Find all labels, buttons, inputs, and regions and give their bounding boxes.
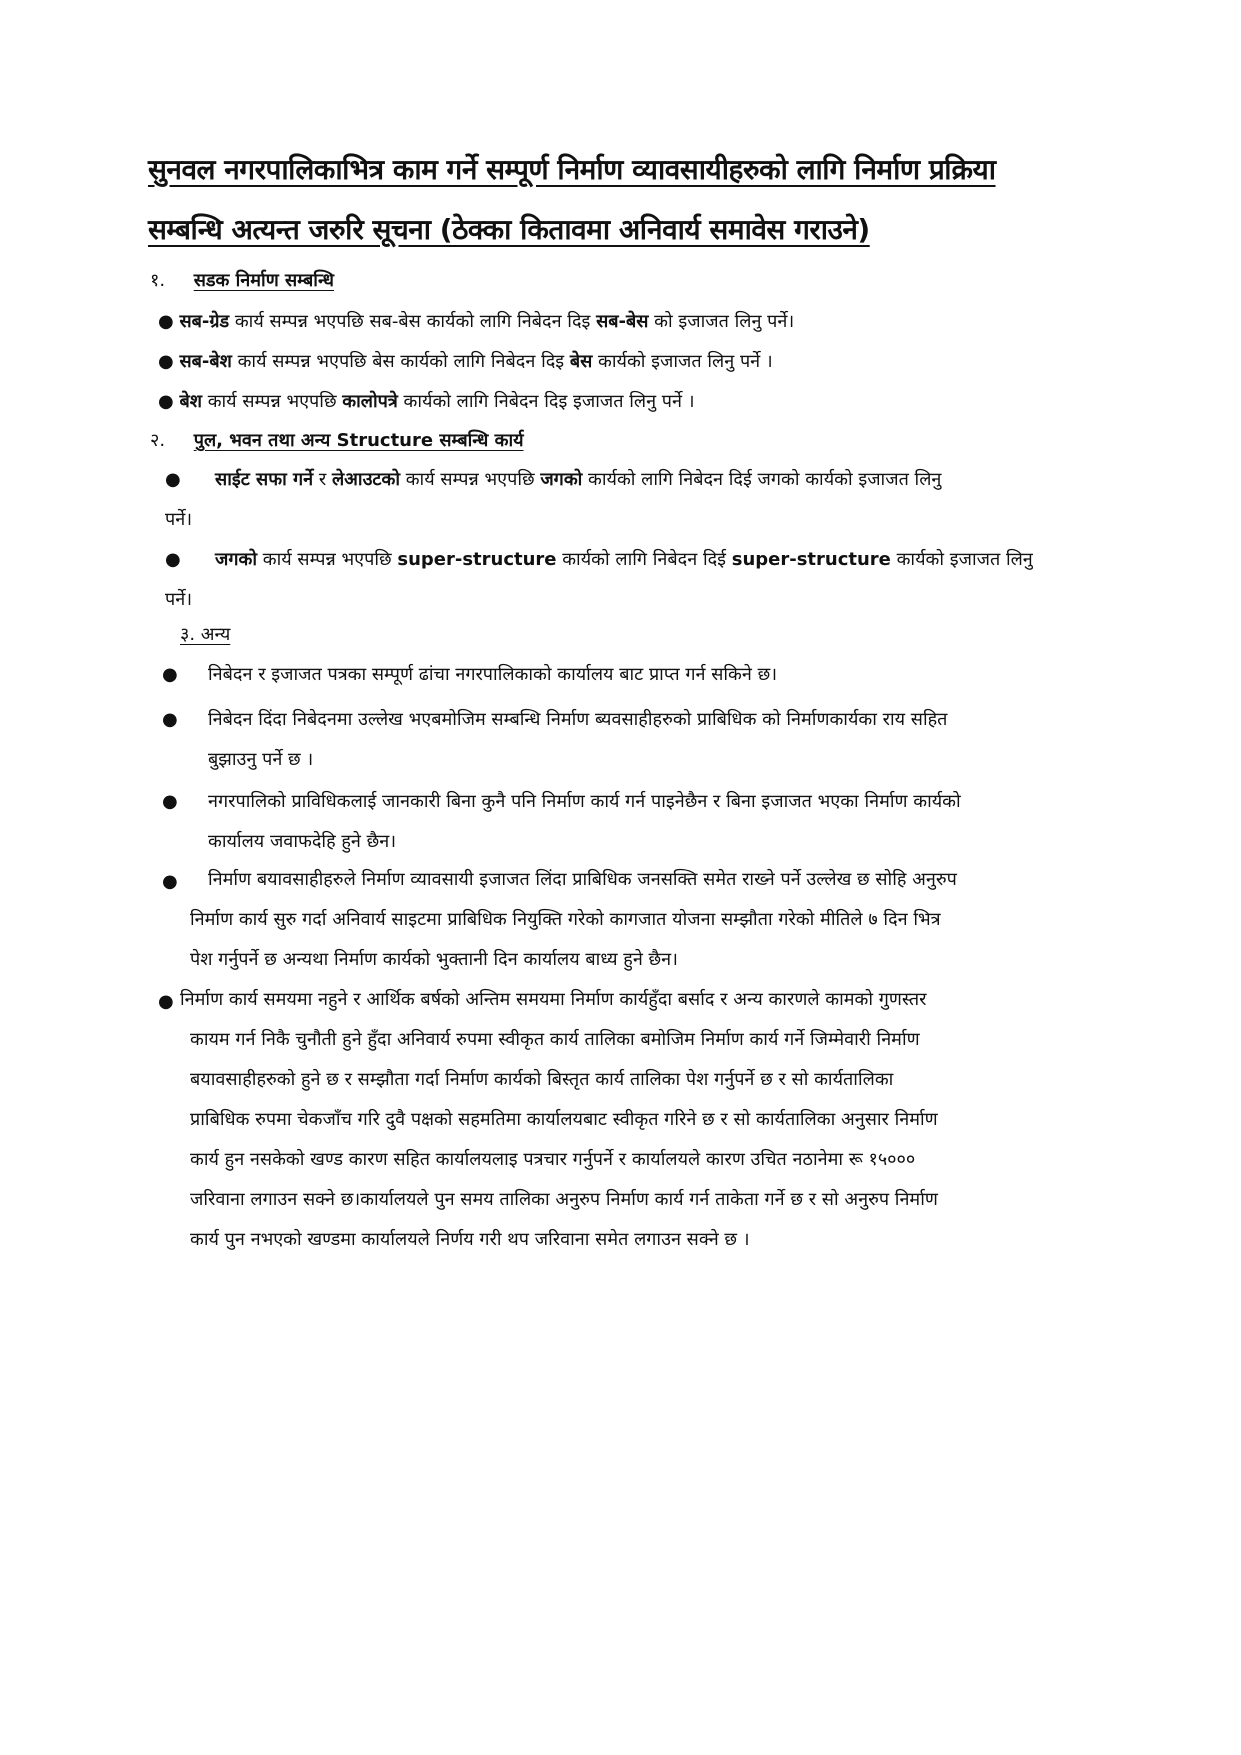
bold-term: बेस xyxy=(569,351,593,372)
section-2-title: पुल, भवन तथा अन्य Structure सम्बन्धि कार्य xyxy=(193,430,524,451)
item-line: बयावसाहीहरुको हुने छ र सम्झौता गर्दा निर्माण कार्यको बिस्तृत कार्य तालिका पेश गर्नुपर्ने छ र सो कार्यतालिका xyxy=(190,1069,894,1090)
item-text: कार्य सम्पन्न भएपछि xyxy=(400,469,541,490)
section-3-item-2 xyxy=(208,700,1158,780)
section-3-item-4 xyxy=(190,860,1150,980)
section-1-item-2 xyxy=(158,342,773,382)
item-line: कार्य पुन नभएको खण्डमा कार्यालयले निर्णय गरी थप जरिवाना समेत लगाउन सक्ने छ । xyxy=(190,1229,750,1250)
bullet-icon: ● xyxy=(165,469,216,490)
bullet-icon: ● xyxy=(162,871,178,892)
bold-term: कालोपत्रे xyxy=(342,391,398,412)
bullet-icon: ● xyxy=(158,991,174,1012)
item-line: कार्यालय जवाफदेहि हुने छैन। xyxy=(208,831,397,852)
item-text: कार्यको लागि निबेदन दिई जगको कार्यको इजाजत लिनु xyxy=(582,469,942,490)
bold-term: साईट सफा गर्ने xyxy=(215,469,314,490)
bold-term: super-structure xyxy=(731,549,891,570)
bold-term: जगको xyxy=(540,469,583,490)
item-line: पेश गर्नुपर्ने छ अन्यथा निर्माण कार्यको भुक्तानी दिन कार्यालय बाध्य हुने छैन। xyxy=(190,949,678,970)
item-line: निबेदन दिंदा निबेदनमा उल्लेख भएबमोजिम सम्बन्धि निर्माण ब्यवसाहीहरुको प्राबिधिक को निर्माणकार्यका राय सहित xyxy=(208,709,948,730)
item-line: बुझाउनु पर्ने छ । xyxy=(208,749,314,770)
document-title-line-2: सम्बन्धि अत्यन्त जरुरि सूचना (ठेक्का कितावमा अनिवार्य समावेस गराउने) xyxy=(148,213,870,246)
item-text: कार्यको इजाजत लिनु xyxy=(890,549,1033,570)
bullet-icon: ● xyxy=(162,709,178,730)
section-3-item-5 xyxy=(180,980,1160,1260)
item-line: निबेदन र इजाजत पत्रका सम्पूर्ण ढांचा नगरपालिकाको कार्यालय बाट प्राप्त गर्न सकिने छ। xyxy=(208,664,778,685)
section-2-item-1 xyxy=(165,460,1085,540)
bullet-icon: ● xyxy=(158,391,180,412)
item-line: कार्य हुन नसकेको खण्ड कारण सहित कार्यालयलाइ पत्रचार गर्नुपर्ने र कार्यालयले कारण उचित नठानेमा रू १५००० xyxy=(190,1149,916,1170)
bold-term: सब-बेश xyxy=(179,351,232,372)
section-2-number: २. xyxy=(150,430,166,451)
section-1-number: १. xyxy=(150,270,166,291)
bold-term: super-structure xyxy=(397,549,557,570)
item-text: को इजाजत लिनु पर्ने। xyxy=(648,311,795,332)
document-title-line-1: सुनवल नगरपालिकाभित्र काम गर्ने सम्पूर्ण निर्माण व्यावसायीहरुको लागि निर्माण प्रक्रिया xyxy=(148,153,996,186)
item-text: कार्य सम्पन्न भएपछि xyxy=(257,549,398,570)
bold-term: सब-ग्रेड xyxy=(179,311,230,332)
item-text: कार्य सम्पन्न भएपछि सब-बेस कार्यको लागि निबेदन दिइ xyxy=(229,311,597,332)
item-text: कार्यको लागि निबेदन दिई xyxy=(556,549,732,570)
item-line: निर्माण कार्य समयमा नहुने र आर्थिक बर्षको अन्तिम समयमा निर्माण कार्यहुँदा बर्साद र अन्य कारणले कामको गुणस्तर xyxy=(180,989,927,1010)
section-2-heading xyxy=(150,428,524,452)
section-1-title: सडक निर्माण सम्बन्धि xyxy=(193,270,334,291)
section-2-item-2 xyxy=(165,540,1085,620)
section-1-item-3 xyxy=(158,382,695,422)
item-continuation: पर्ने। xyxy=(165,589,193,610)
section-3-heading xyxy=(180,622,230,646)
bullet-icon: ● xyxy=(162,791,178,812)
section-1-item-1 xyxy=(158,302,794,342)
item-line: कायम गर्न निकै चुनौती हुने हुँदा अनिवार्य रुपमा स्वीकृत कार्य तालिका बमोजिम निर्माण कार्य गर्ने जिम्मेवारी निर्माण xyxy=(190,1029,920,1050)
bullet-icon: ● xyxy=(158,351,180,372)
bold-term: लेआउटको xyxy=(331,469,400,490)
item-text: कार्यको लागि निबेदन दिइ इजाजत लिनु पर्ने । xyxy=(397,391,695,412)
item-text: कार्य सम्पन्न भएपछि बेस कार्यको लागि निबेदन दिइ xyxy=(231,351,570,372)
section-1-heading xyxy=(150,268,334,292)
item-text: कार्यको इजाजत लिनु पर्ने । xyxy=(592,351,773,372)
item-line: निर्माण कार्य सुरु गर्दा अनिवार्य साइटमा प्राबिधिक नियुक्ति गरेको कागजात योजना सम्झौता गरेको मीतिले ७ दिन भित्र xyxy=(190,909,941,930)
section-3-title: ३. अन्य xyxy=(180,624,231,645)
bold-term: बेश xyxy=(179,391,202,412)
item-text: र xyxy=(313,469,332,490)
item-line: निर्माण बयावसाहीहरुले निर्माण व्यावसायी इजाजत लिंदा प्राबिधिक जनसक्ति समेत राख्ने पर्ने उल्लेख छ सोहि अनुरुप xyxy=(208,869,957,890)
section-3-item-1 xyxy=(208,655,1158,695)
item-text: कार्य सम्पन्न भएपछि xyxy=(201,391,343,412)
bullet-icon: ● xyxy=(162,664,178,685)
bullet-icon: ● xyxy=(158,311,180,332)
bold-term: जगको xyxy=(215,549,258,570)
item-line: प्राबिधिक रुपमा चेकजाँच गरि दुवै पक्षको सहमतिमा कार्यालयबाट स्वीकृत गरिने छ र सो कार्यतालिका अनुसार निर्माण xyxy=(190,1109,938,1130)
bold-term: सब-बेस xyxy=(596,311,649,332)
item-line: नगरपालिको प्राविधिकलाई जानकारी बिना कुनै पनि निर्माण कार्य गर्न पाइनेछैन र बिना इजाजत भएका निर्माण कार्यको xyxy=(208,791,961,812)
item-line: जरिवाना लगाउन सक्ने छ।कार्यालयले पुन समय तालिका अनुरुप निर्माण कार्य गर्न ताकेता गर्ने छ र सो अनुरुप निर्माण xyxy=(190,1189,938,1210)
bullet-icon: ● xyxy=(165,549,216,570)
item-continuation: पर्ने। xyxy=(165,509,193,530)
section-3-item-3 xyxy=(208,782,1158,862)
